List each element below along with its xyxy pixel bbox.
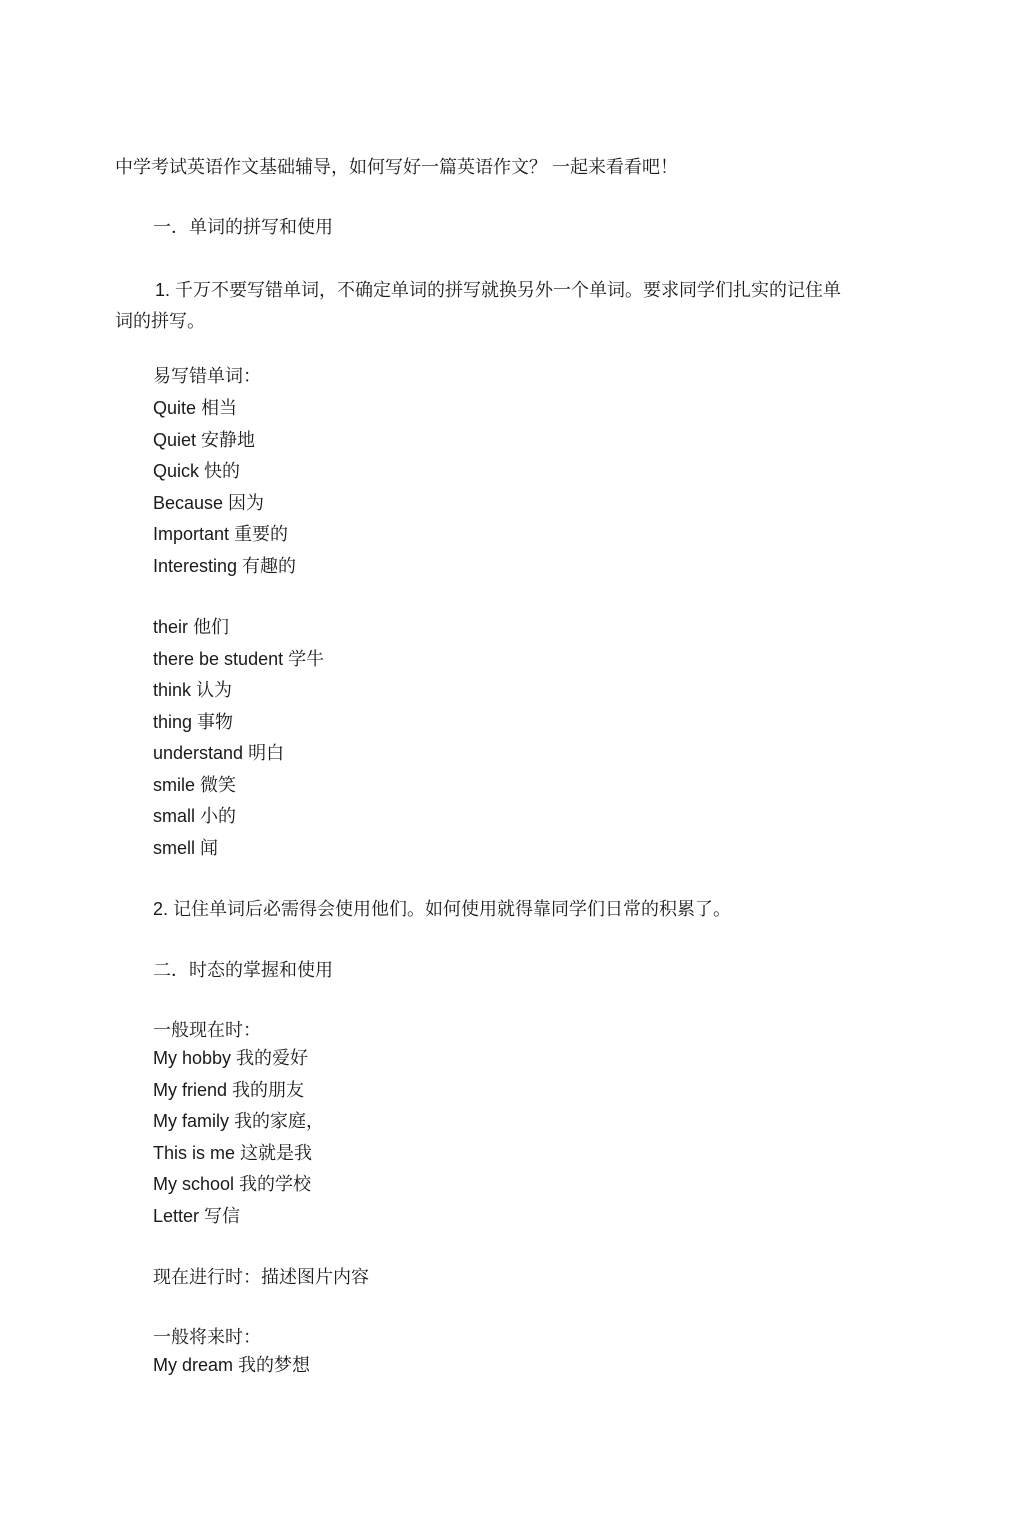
word-item: thing 事物 <box>153 712 234 732</box>
point-2-text: 2. 记住单词后必需得会使用他们。如何使用就得靠同学们日常的积累了。 <box>153 899 732 919</box>
word-item: there be student 学牛 <box>153 649 325 669</box>
simple-future-label: 一般将来时： <box>153 1327 261 1347</box>
word-item: Interesting 有趣的 <box>153 556 297 576</box>
word-item: Quite 相当 <box>153 398 238 418</box>
topic-item: My school 我的学校 <box>153 1174 312 1194</box>
word-item: smile 微笑 <box>153 775 237 795</box>
word-item: small 小的 <box>153 806 237 826</box>
word-item: understand 明白 <box>153 743 285 763</box>
word-item: Quick 快的 <box>153 461 241 481</box>
topic-item: My family 我的家庭， <box>153 1111 324 1131</box>
word-item: Because 因为 <box>153 493 265 513</box>
word-item: think 认为 <box>153 680 233 700</box>
topic-item: This is me 这就是我 <box>153 1143 313 1163</box>
easy-wrong-words-label: 易写错单词： <box>153 366 261 386</box>
word-item: Important 重要的 <box>153 524 289 544</box>
section-heading-tenses: 二．时态的掌握和使用 <box>153 960 333 980</box>
topic-item: My friend 我的朋友 <box>153 1080 305 1100</box>
word-item: their 他们 <box>153 617 230 637</box>
intro-text: 中学考试英语作文基础辅导，如何写好一篇英语作文？ 一起来看看吧！ <box>115 157 678 177</box>
topic-item: My dream 我的梦想 <box>153 1355 311 1375</box>
topic-item: Letter 写信 <box>153 1206 241 1226</box>
word-item: smell 闻 <box>153 838 219 858</box>
topic-item: My hobby 我的爱好 <box>153 1048 309 1068</box>
section-heading-spelling: 一．单词的拼写和使用 <box>153 217 333 237</box>
present-continuous-text: 现在进行时：描述图片内容 <box>153 1267 369 1287</box>
point-1-line-1: 1. 千万不要写错单词，不确定单词的拼写就换另外一个单词。要求同学们扎实的记住单 <box>155 280 842 300</box>
point-1-line-2: 词的拼写。 <box>115 311 205 331</box>
word-item: Quiet 安静地 <box>153 430 256 450</box>
simple-present-label: 一般现在时： <box>153 1020 261 1040</box>
